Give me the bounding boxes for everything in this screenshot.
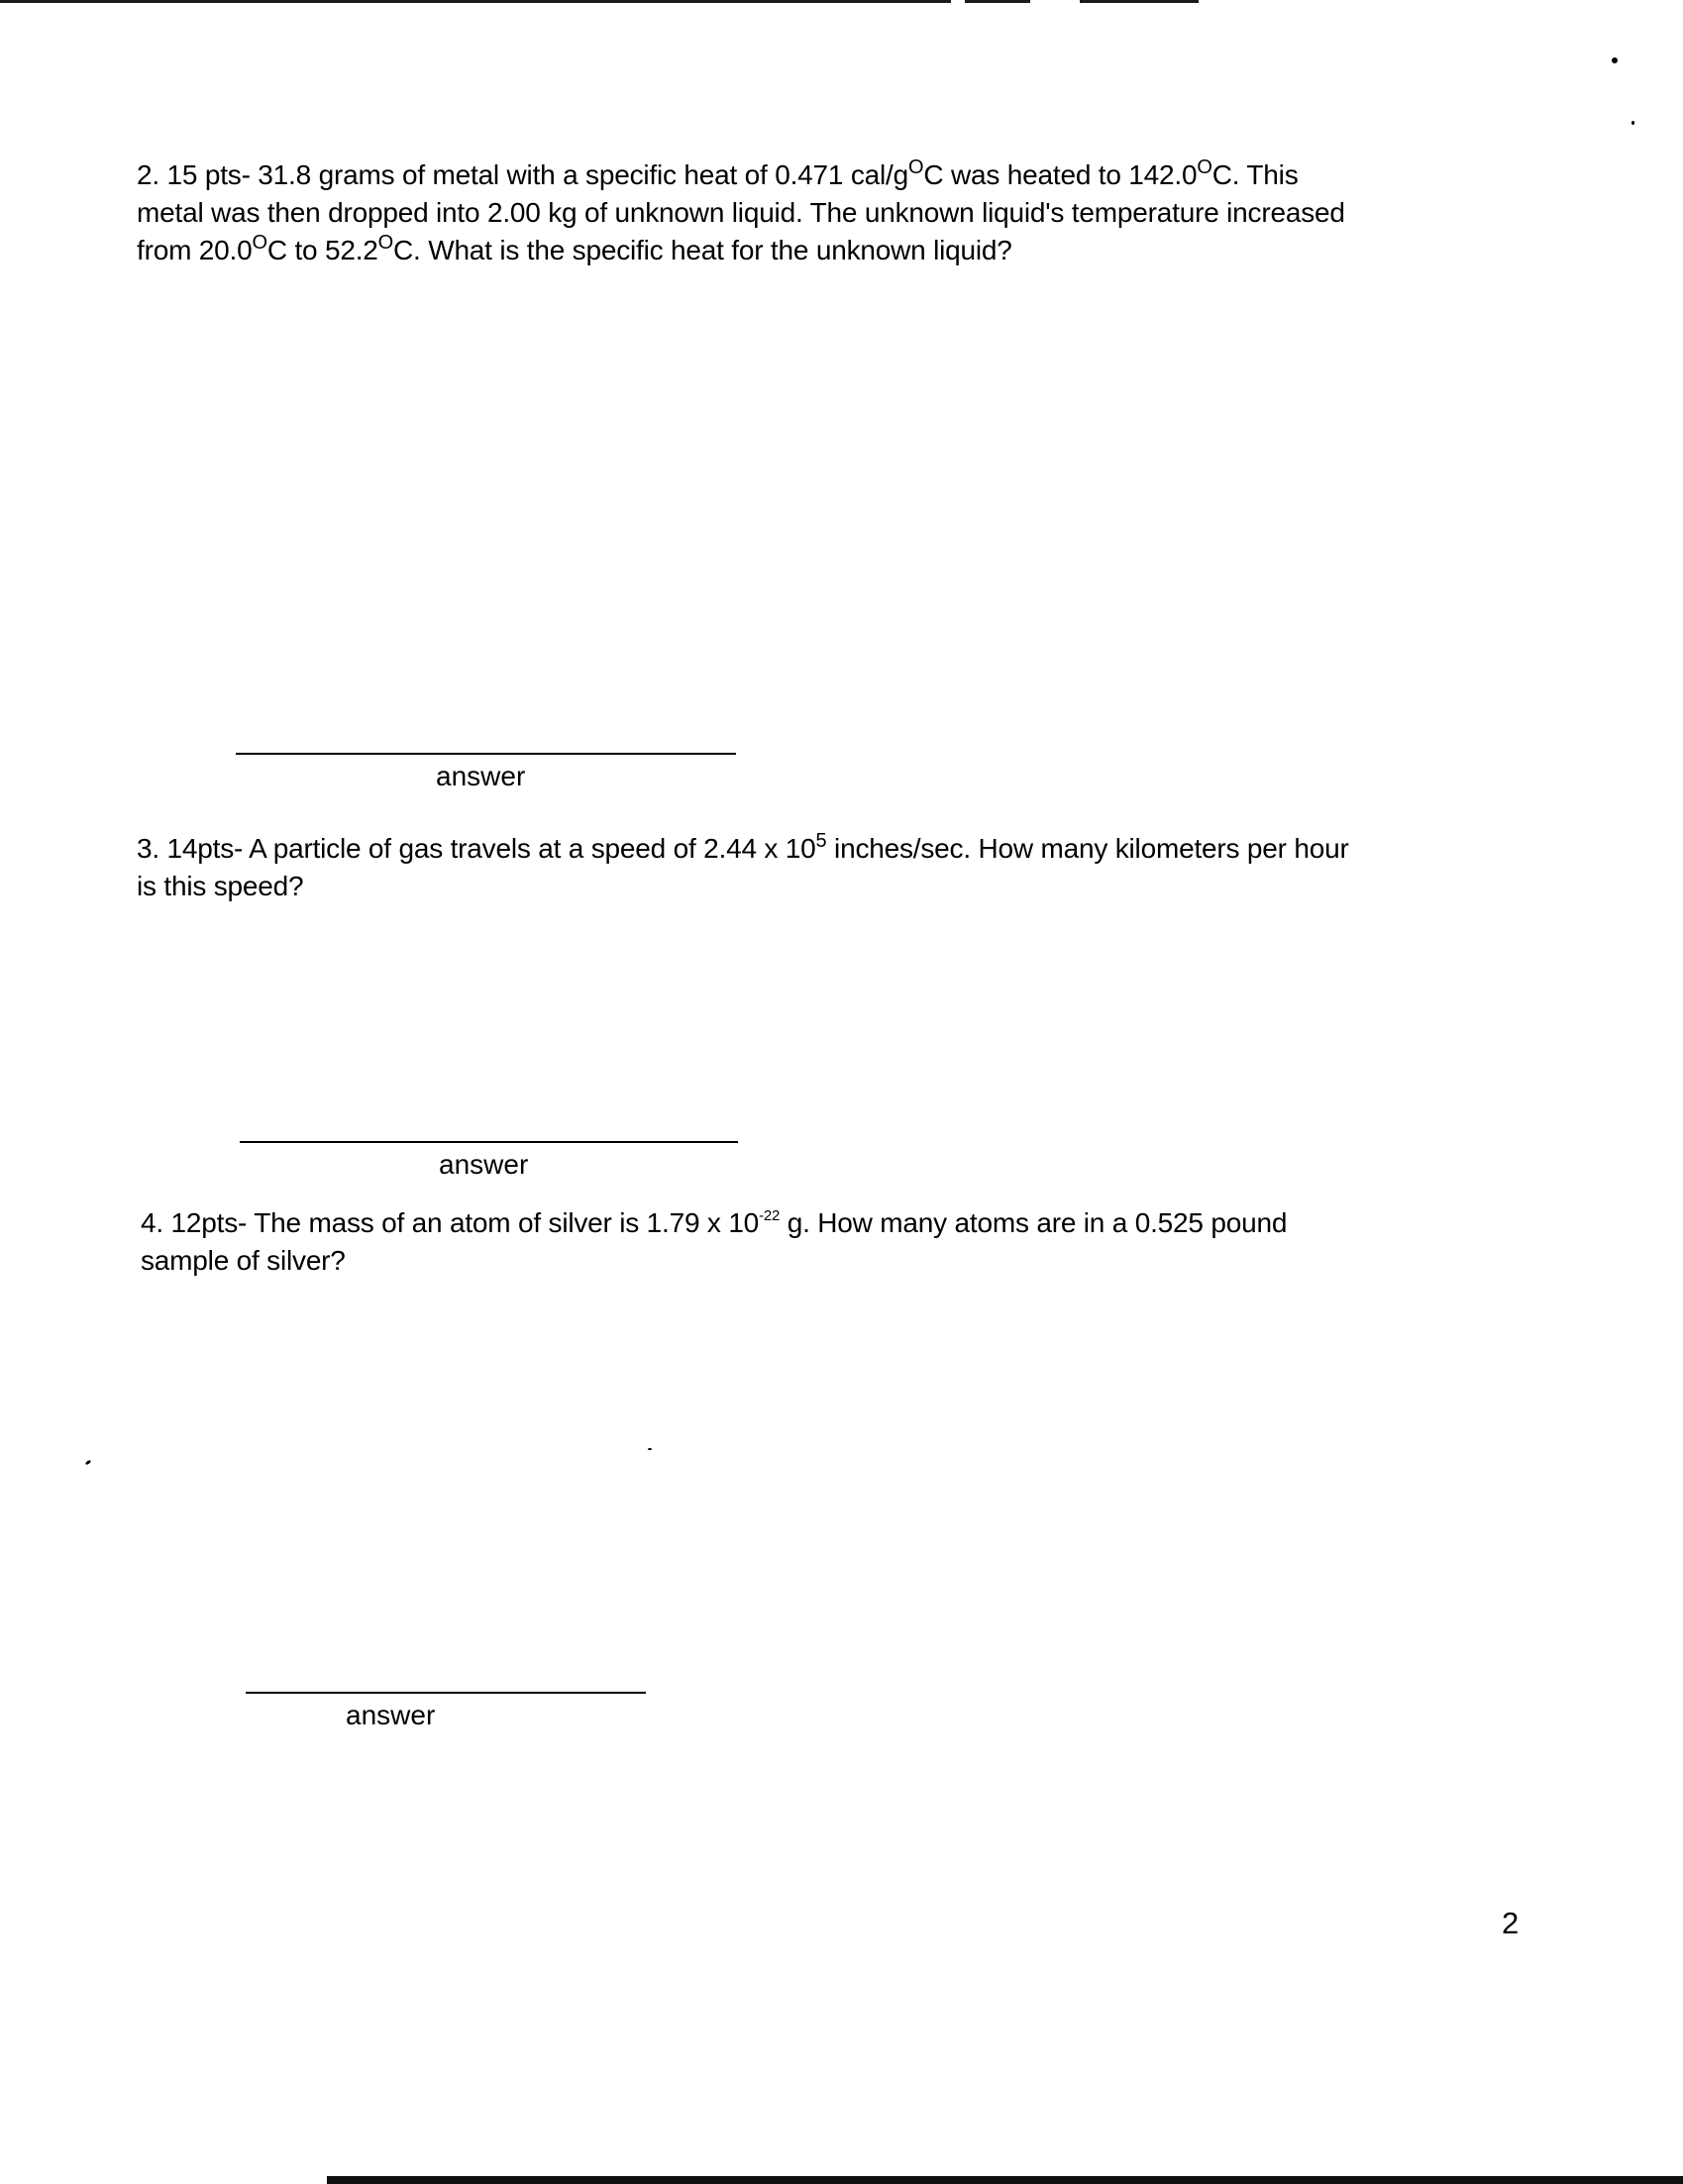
answer-blank-line[interactable] <box>246 1692 646 1694</box>
scan-edge-gap <box>1199 0 1683 3</box>
scan-speck <box>648 1448 652 1450</box>
scan-speck <box>1612 57 1618 63</box>
answer-blank-line[interactable] <box>236 753 736 755</box>
question-text-line: from $20.0^OC$ to $52.2^OC$. What is the specific heat for the unknown liquid? <box>137 232 1012 265</box>
scan-speck <box>85 1460 92 1466</box>
scan-edge-gap <box>1030 0 1080 3</box>
answer-label: answer <box>436 761 526 791</box>
page-number: 2 <box>1502 1906 1520 1940</box>
question-text-line: 2. 15 pts- 31.8 grams of metal with a specific heat of 0.471 cal/$g^OC$ was heated to $142.0^OC$. This <box>137 156 1299 190</box>
question-3 <box>137 830 1524 905</box>
answer-label: answer <box>439 1149 529 1180</box>
scan-edge-bottom <box>327 2176 1683 2184</box>
scan-speck <box>1631 121 1634 125</box>
answer-label: answer <box>346 1700 436 1730</box>
question-2 <box>137 156 1524 269</box>
question-text-line: metal was then dropped into 2.00 kg of unknown liquid. The unknown liquid's temperature increased <box>137 197 1345 228</box>
question-text-line: is this speed? <box>137 871 304 901</box>
question-text-line: sample of silver? <box>141 1245 346 1276</box>
question-text-line: 4. 12pts- The mass of an atom of silver is 1.79 x $10^{-22}$ g. How many atoms are in a 0.525 pound <box>141 1207 1288 1238</box>
question-4 <box>141 1204 1527 1280</box>
scan-edge-gap <box>951 0 965 3</box>
question-text-line: 3. 14pts- A particle of gas travels at a speed of 2.44 x $10^5$ inches/sec. How many kilometers per hour <box>137 830 1349 864</box>
answer-blank-line[interactable] <box>240 1141 738 1143</box>
